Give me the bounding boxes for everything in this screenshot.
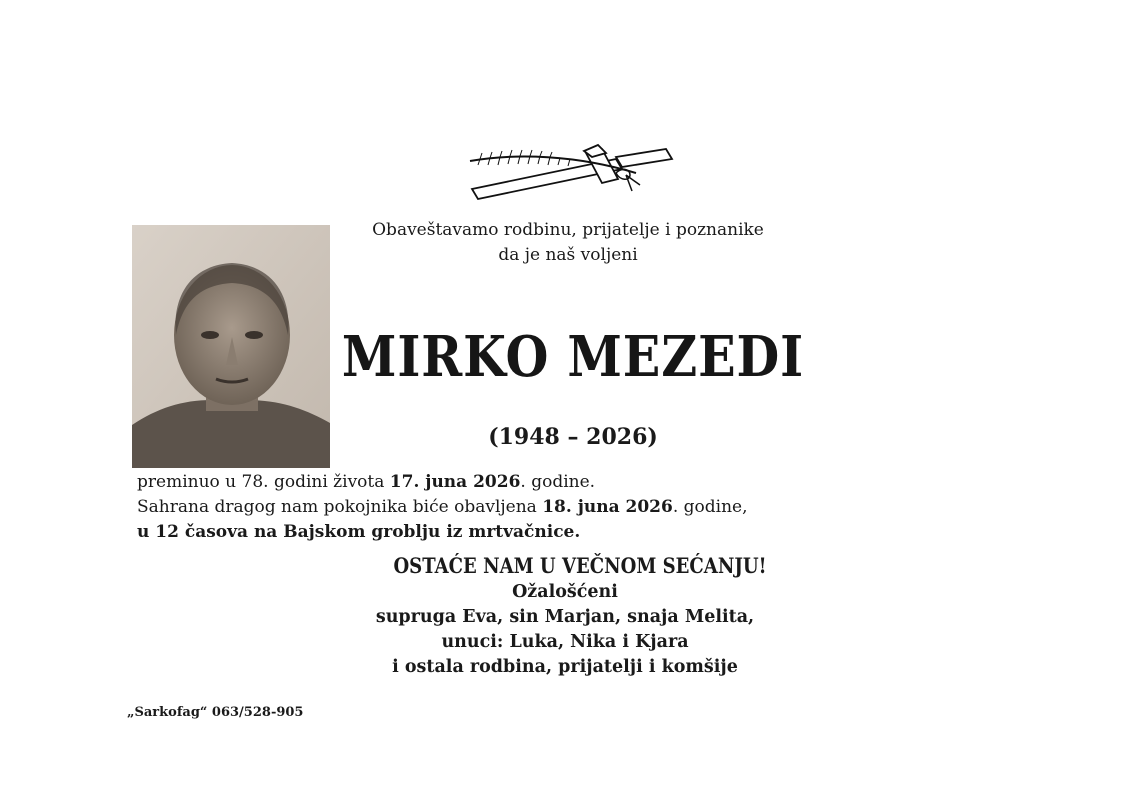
deceased-name: MIRKO MEZEDI [341,324,805,390]
details-line-1 [137,470,595,494]
deceased-years: (1948 – 2026) [488,424,658,450]
details-line-2-suffix: . godine, [672,497,748,517]
mourners-line-3: i ostala rodbina, prijatelji i komšije [392,657,738,677]
details-line-2-text: Sahrana dragog nam pokojnika biće obavljena [137,497,543,517]
cross-icon [466,143,678,203]
intro-line-1: Obaveštavamo rodbinu, prijatelje i poznanike [372,220,764,240]
funeral-date: 18. juna 2026 [542,497,673,517]
mourners-line-2: unuci: Luka, Nika i Kjara [441,632,689,652]
intro-line-2: da je naš voljeni [498,245,638,265]
details-line-2 [137,495,748,519]
mourners-line-1: supruga Eva, sin Marjan, snaja Melita, [375,607,755,627]
details-line-1-suffix: . godine. [520,472,596,492]
funeral-home-contact: „Sarkofag“ 063/528-905 [127,705,304,720]
memory-statement: OSTAĆE NAM U VEČNOM SEĆANJU! [393,553,767,578]
details-line-1-text: preminuo u 78. godini života [137,472,390,492]
date-of-death: 17. juna 2026 [389,472,521,492]
mourners-heading: Ožalošćeni [512,582,618,602]
details-line-3: u 12 časova na Bajskom groblju iz mrtvačnice. [137,522,581,542]
